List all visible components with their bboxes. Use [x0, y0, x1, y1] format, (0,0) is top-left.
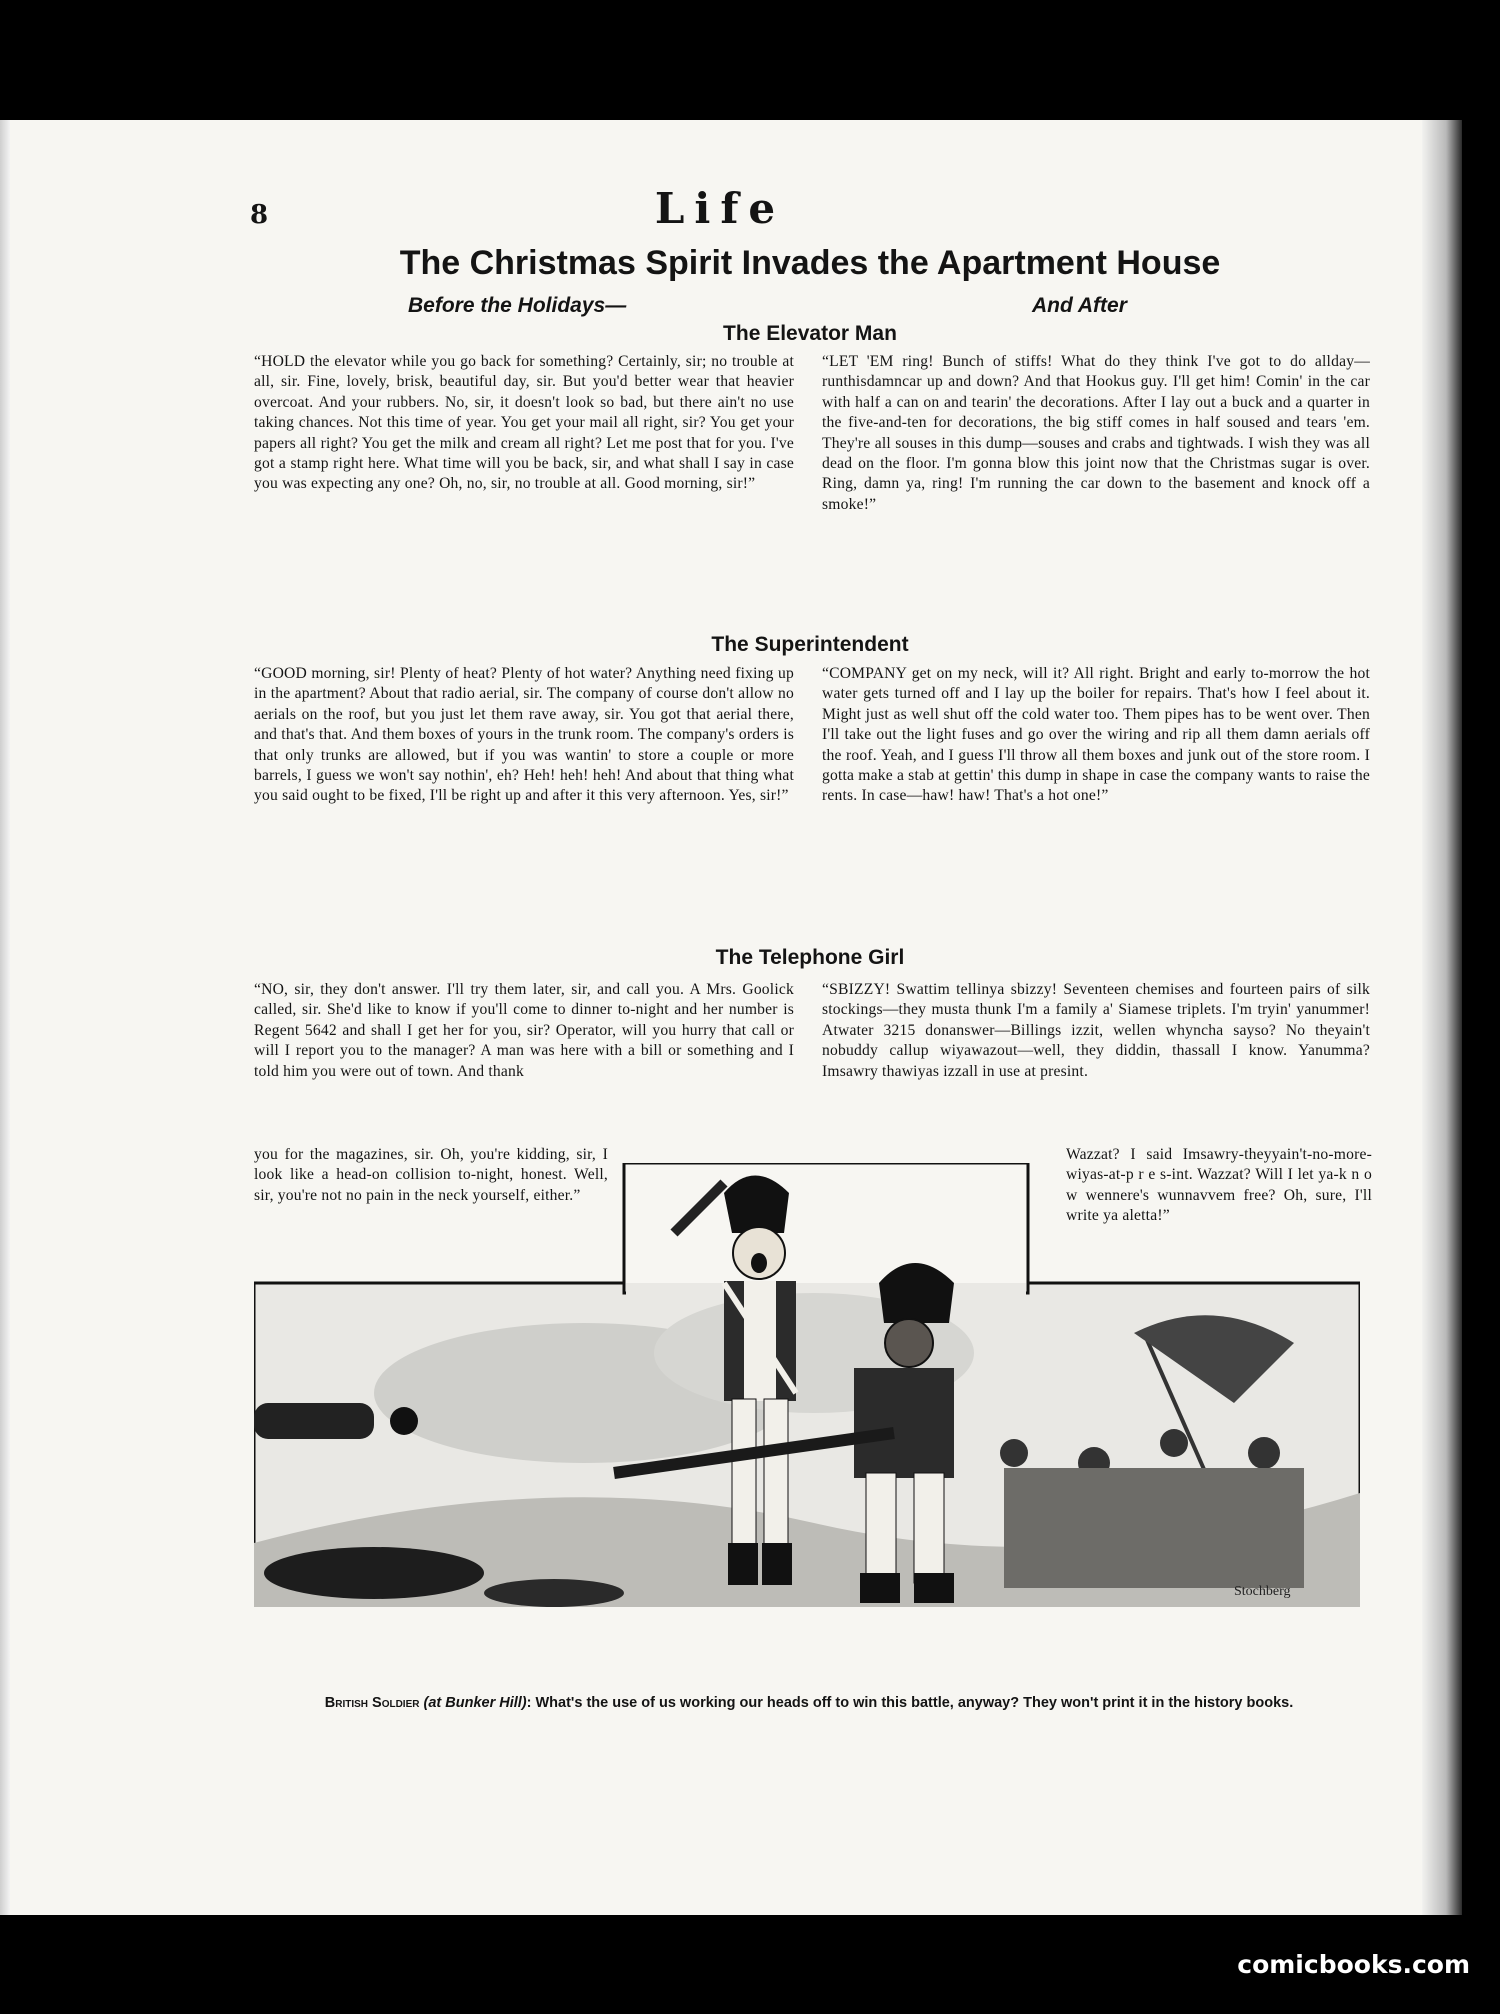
cannonball — [390, 1407, 418, 1435]
superintendent-before-text: “GOOD morning, sir! Plenty of heat? Plenty of hot water? Anything need fixing up in the apartment? About that radio aerial, sir. The company of course don't allow no aerials on the roof, but you just let them rave away, sir. You got that aerial there, and that's that. And them boxes of yours in the trunk room. The company's orders is that only trunks are allowed, but if you was wantin' to store a couple or more barrels, I guess we won't say nothin', eh? Heh! heh! heh! And about that thing what you said ought to be fixed, I'll be right up and after it this very afternoon. Yes, sir!” — [254, 665, 794, 805]
telephone-after-text-tail: Wazzat? I said Imsawry-theyyain't-no-more-wiyas-at-p r e s-int. Wazzat? Will I let ya-k n o w wennere's wunnavvem free? Oh, sure, I'll write ya aletta!” — [1066, 1146, 1372, 1225]
subhead-before: Before the Holidays— — [408, 294, 627, 317]
subhead-after: And After — [1032, 294, 1127, 317]
headline: The Christmas Spirit Invades the Apartment House — [399, 244, 1221, 282]
fallen-soldier — [484, 1579, 624, 1607]
telephone-before-text: “NO, sir, they don't answer. I'll try them later, sir, and call you. A Mrs. Goolick called, sir. She'd like to know if you'll come to dinner to-night and her number is Regent 5642 and shall I get her for you, sir? Operator, will you hurry that call or will I report you to the manager? A man was here with a bill or something and I told him you were out of town. And thank — [254, 981, 794, 1080]
caption-text: : What's the use of us working our heads off to win this battle, anyway? They won't print it in the history books. — [526, 1695, 1294, 1711]
masthead: Life — [654, 184, 786, 233]
elevator-before-text: “HOLD the elevator while you go back for something? Certainly, sir; no trouble at all, sir. Fine, lovely, brisk, beautiful day, sir. But you'd better wear that heavier overcoat. And your rubbers. No, sir, it doesn't look so bad, but there ain't no use taking chances. Not this time of year. You get your mail all right, sir? You get your papers all right? You get the milk and cream all right? Let me post that for you. I've got a stamp right here. What time will you be back, sir, and what shall I say in case you was expecting any one? Oh, no, sir, no trouble at all. Good morning, sir!” — [254, 353, 794, 493]
telephone-before-text-tail: you for the magazines, sir. Oh, you're kidding, sir, I look like a head-on collision to-night, honest. Well, sir, you're not no pain in the neck yourself, either.” — [254, 1146, 608, 1204]
illustration-caption — [254, 1693, 1364, 1713]
artist-signature: Stochberg — [1234, 1584, 1291, 1599]
caption-speaker: British Soldier — [324, 1695, 420, 1711]
fallen-soldier — [264, 1547, 484, 1599]
section-title-elevator-man: The Elevator Man — [723, 322, 897, 345]
page-edge — [0, 120, 10, 1915]
section-title-telephone-girl: The Telephone Girl — [715, 946, 905, 969]
book-spine — [1422, 120, 1462, 1915]
section-title-superintendent: The Superintendent — [711, 633, 909, 656]
page-number: 8 — [250, 200, 269, 230]
cannon — [254, 1403, 374, 1439]
caption-context: (at Bunker Hill) — [423, 1695, 527, 1711]
bunker-hill-illustration — [254, 1163, 1360, 1607]
elevator-after-text: “LET 'EM ring! Bunch of stiffs! What do they think I've got to do allday—runthisdamncar up and down? And that Hookus guy. I'll get him! Comin' in the car with half a can on and tearin' the decorations. After I lay out a buck and a quarter in the five-and-ten for decorations, the big stiff comes in half soused and tears 'em. They're all souses in this dump—souses and crabs and tightwads. I wish they was all dead on the floor. I'm gonna blow this joint now that the Christmas sugar is over. Ring, damn ya, ring! I'm running the car down to the basement and knock off a smoke!” — [822, 353, 1370, 513]
superintendent-after-text: “COMPANY get on my neck, will it? All right. Bright and early to-morrow the hot water gets turned off and I lay up the boiler for repairs. That's how I feel about it. Might just as well shut off the cold water too. Them pipes has to be went over. Then I'll take out the light fuses and go over the wiring and rip all them damn aerials off the roof. Yeah, and I guess I'll throw all them boxes and junk out of the store room. I gotta make a stab at gettin' this dump in shape in case the company wants to raise the rents. In case—haw! haw! That's a hot one!” — [822, 665, 1370, 805]
site-watermark: comicbooks.com — [1237, 1950, 1470, 1979]
telephone-after-text: “SBIZZY! Swattim tellinya sbizzy! Seventeen chemises and fourteen pairs of silk stockings—they musta thunk I'm a family a' Siamese triplets. I'm tryin' yanummer! Atwater 3215 donanswer—Billings izzit, wellen whyncha sayso? No theyain't nobuddy callup wiyawazout—well, they diddin, thassall I know. Yanumma? Imsawry thawiyas izzall in use at presint. — [822, 981, 1370, 1080]
